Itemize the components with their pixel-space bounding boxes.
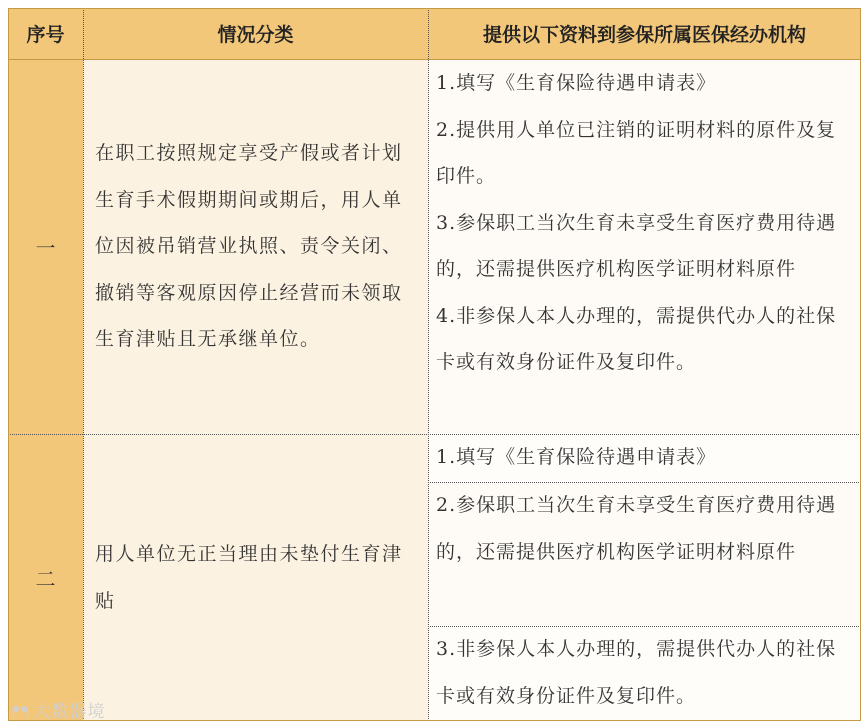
header-materials: 提供以下资料到参保所属医保经办机构 [428,8,861,59]
divider [428,626,861,627]
divider [428,482,861,483]
divider [83,8,84,721]
row-1-item-4: 4.非参保人本人办理的，需提供代办人的社保卡或有效身份证件及复印件。 [436,304,837,373]
row-2-category [83,434,428,721]
divider [8,434,861,435]
divider [428,8,429,721]
row-2-item-1-cell [428,434,861,482]
header-category: 情况分类 [83,8,428,59]
row-1-materials [428,59,861,434]
row-2-item-3: 3.非参保人本人办理的，需提供代办人的社保卡或有效身份证件及复印件。 [436,638,837,707]
row-1-category [83,59,428,434]
row-2-item-2: 2.参保职工当次生育未享受生育医疗费用待遇的，还需提供医疗机构医学证明材料原件 [436,494,837,563]
header-index: 序号 [8,8,83,59]
watermark [12,697,105,722]
logo-icon: ᖰᖳ [12,703,30,721]
row-2-item-1: 1.填写《生育保险待遇申请表》 [436,446,717,468]
row-2-item-3-cell [428,626,861,721]
watermark-text: 大数器境 [33,702,106,722]
materials-table [8,8,861,721]
row-1-item-2: 2.提供用人单位已注销的证明材料的原件及复印件。 [436,118,837,187]
row-1-item-3: 3.参保职工当次生育未享受生育医疗费用待遇的，还需提供医疗机构医学证明材料原件 [436,211,837,280]
row-2-category-text: 用人单位无正当理由未垫付生育津贴 [95,543,403,612]
row-2-index: 二 [8,434,83,721]
row-1-category-text: 在职工按照规定享受产假或者计划生育手术假期期间或期后，用人单位因被吊销营业执照、责令关闭、撤销等客观原因停止经营而未领取生育津贴且无承继单位。 [95,142,403,351]
row-1-index: 一 [8,59,83,434]
row-1-item-1: 1.填写《生育保险待遇申请表》 [436,72,717,94]
row-2-item-2-cell [428,482,861,626]
divider [8,59,861,60]
